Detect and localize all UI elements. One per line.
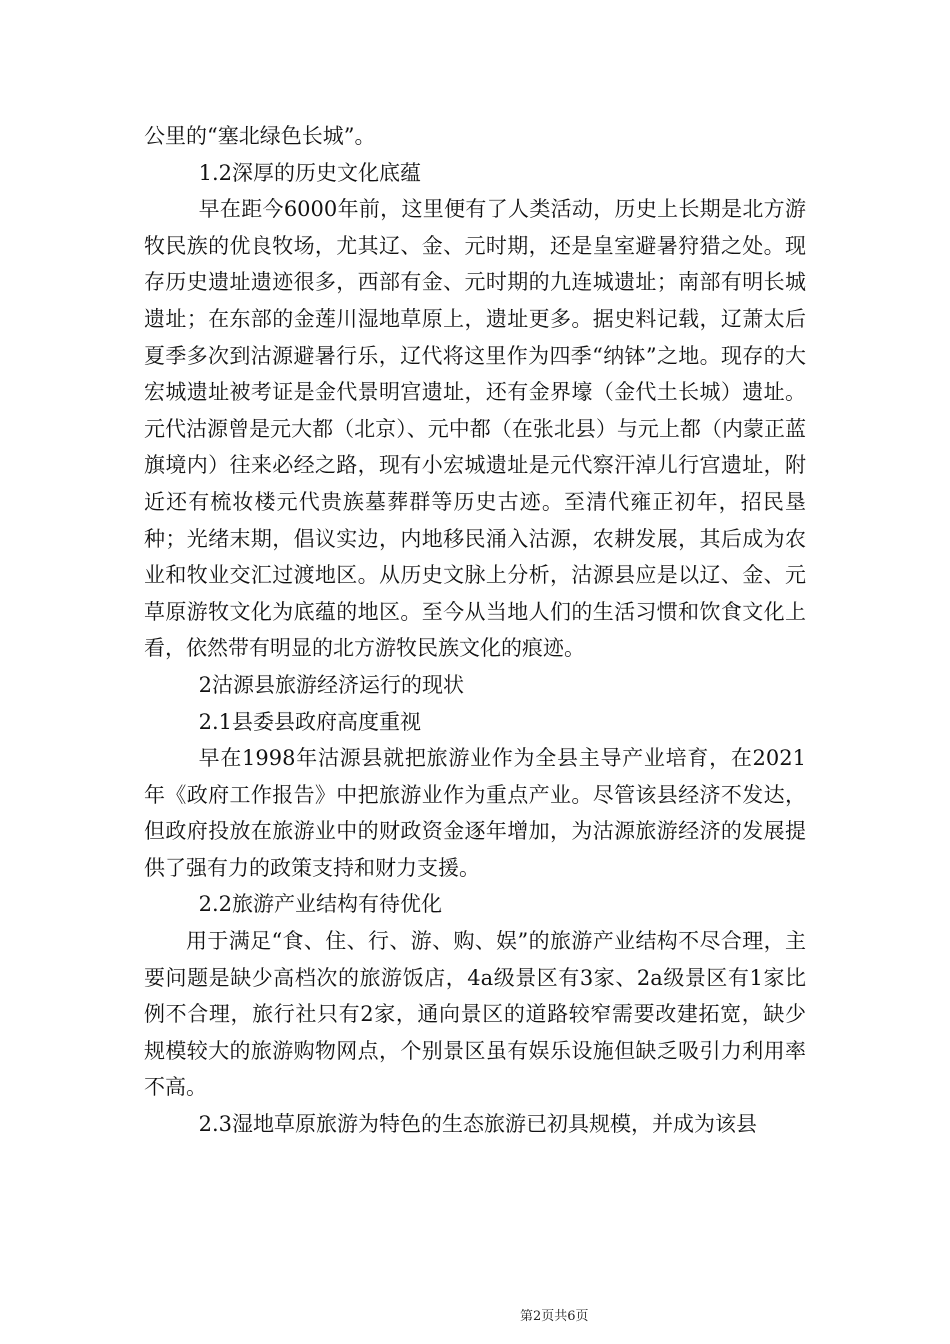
paragraph-government: 早在1998年沽源县就把旅游业作为全县主导产业培育，在2021年《政府工作报告》中把旅游业作为重点产业。尽管该县经济不发达，但政府投放在旅游业中的财政资金逐年增加，为沽源旅游经济的发展提供了强有力的政策支持和财力支援。 [144,746,806,880]
paragraph-history: 早在距今6000年前，这里便有了人类活动，历史上长期是北方游牧民族的优良牧场，尤其辽、金、元时期，还是皇室避暑狩猎之处。现存历史遗址遗迹很多，西部有金、元时期的九连城遗址；南部有明长城遗址；在东部的金莲川湿地草原上，遗址更多。据史料记载，辽萧太后夏季多次到沽源避暑行乐，辽代将这里作为四季“纳钵”之地。现存的大宏城遗址被考证是金代景明宫遗址，还有金界壕（金代土长城）遗址。元代沽源曾是元大都（北京）、元中都（在张北县）与元上都（内蒙正蓝旗境内）往来必经之路，现有小宏城遗址是元代察汗淖儿行宫遗址，附近还有梳妆楼元代贵族墓葬群等历史古迹。至清代雍正初年，招民垦种；光绪末期，倡议实边，内地移民涌入沽源，农耕发展，其后成为农业和牧业交汇过渡地区。从历史文脉上分析，沽源县应是以辽、金、元草原游牧文化为底蕴的地区。至今从当地人们的生活习惯和饮食文化上看，依然带有明显的北方游牧民族文化的痕迹。 [144,197,806,661]
page-number-footer: 第2页共6页 [520,1309,589,1324]
paragraph-wetland-tourism: 2.3湿地草原旅游为特色的生态旅游已初具规模，并成为该县 [198,1112,757,1137]
section-heading-2-2: 2.2旅游产业结构有待优化 [198,892,442,917]
paragraph-industry-structure: 用于满足“食、住、行、游、购、娱”的旅游产业结构不尽合理，主要问题是缺少高档次的旅游饭店，4a级景区有3家、2a级景区有1家比例不合理，旅行社只有2家，通向景区的道路较窄需要改建拓宽，缺少规模较大的旅游购物网点，个别景区虽有娱乐设施但缺乏吸引力利用率不高。 [144,929,806,1100]
section-heading-1-2: 1.2深厚的历史文化底蕴 [198,160,421,185]
body-text [144,118,806,1143]
paragraph-continuation: 公里的“塞北绿色长城”。 [144,124,376,148]
section-heading-2: 2沽源县旅游经济运行的现状 [198,672,464,697]
section-heading-2-1: 2.1县委县政府高度重视 [198,709,421,734]
